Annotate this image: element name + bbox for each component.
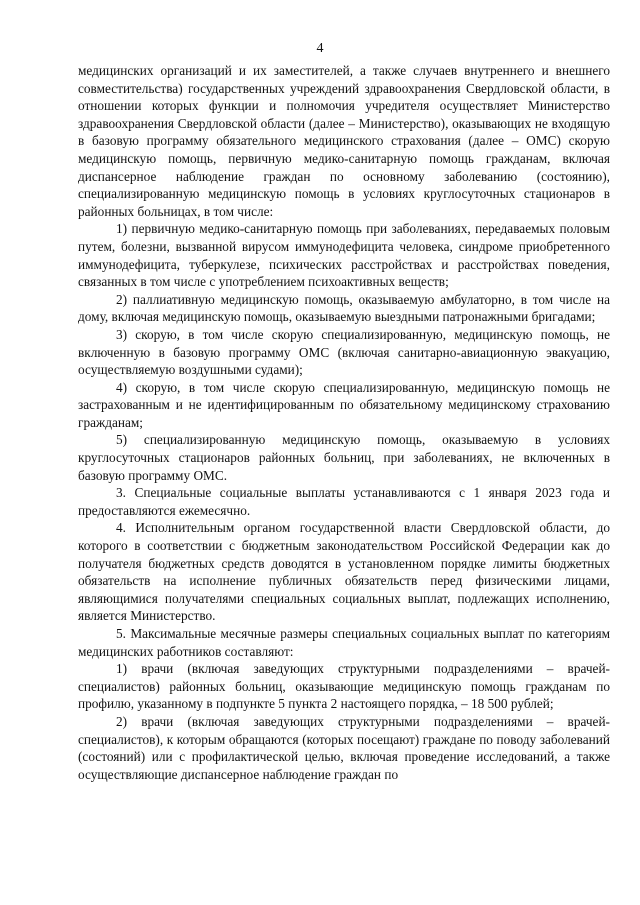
paragraph-clause-4: 4. Исполнительным органом государственной власти Свердловской области, до которого в соответствии с бюджетным законодательством Российской Федерации как до получателя бюджетных средств доводятся в установленном порядке лимиты бюджетных обязательств на исполнение публичных обязательств перед физическими лицами, являющимися получателями специальных социальных выплат, подлежащих исполнению, является Министерство. [78,520,610,624]
paragraph-subitem-1: 1) первичную медико-санитарную помощь при заболеваниях, передаваемых половым путем, болезни, вызванной вирусом иммунодефицита человека, синдроме приобретенного иммунодефицита, туберкулезе, психических расстройствах и расстройствах поведения, связанных в том числе с употреблением психоактивных веществ; [78,221,610,290]
paragraph-subitem-4: 4) скорую, в том числе скорую специализированную, медицинскую помощь не застрахованным и не идентифицированным по обязательному медицинскому страхованию гражданам; [78,379,610,430]
paragraph-intro-continuation: медицинских организаций и их заместителей, а также случаев внутреннего и внешнего совместительства) государственных учреждений здравоохранения Свердловской области, в отношении которых функции и полномочия учредителя осуществляет Министерство здравоохранения Свердловской области (далее – Министерство), оказывающих не входящую в базовую программу обязательного медицинского страхования (далее – ОМС) скорую медицинскую помощь, первичную медико-санитарную помощь гражданам, включая диспансерное наблюдение граждан по основному заболеванию (состоянию), специализированную медицинскую помощь в условиях круглосуточных стационаров в районных больницах, в том числе: [78,63,610,219]
paragraph-subitem-2: 2) паллиативную медицинскую помощь, оказываемую амбулаторно, в том числе на дому, включая медицинскую помощь, оказываемую выездными патронажными бригадами; [78,291,610,325]
document-body [78,62,610,783]
paragraph-clause-5-item-1: 1) врачи (включая заведующих структурными подразделениями – врачей-специалистов) районных больниц, оказывающие медицинскую помощь гражданам по профилю, указанному в подпункте 5 пункта 2 настоящего порядка, – 18 500 рублей; [78,661,610,712]
paragraph-clause-5-item-2: 2) врачи (включая заведующих структурными подразделениями – врачей-специалистов), к которым обращаются (которых посещают) граждане по поводу заболеваний (состояний) или с профилактической целью, включая проведение исследований, а также осуществляющие диспансерное наблюдение граждан по [78,713,610,782]
page-number: 4 [316,41,324,56]
paragraph-clause-5: 5. Максимальные месячные размеры специальных социальных выплат по категориям медицинских работников составляют: [78,626,610,659]
paragraph-clause-3: 3. Специальные социальные выплаты устанавливаются с 1 января 2023 года и предоставляются ежемесячно. [78,485,610,518]
paragraph-subitem-5: 5) специализированную медицинскую помощь, оказываемую в условиях круглосуточных стационаров районных больниц, при заболеваниях, не включенных в базовую программу ОМС. [78,432,610,483]
paragraph-subitem-3: 3) скорую, в том числе скорую специализированную, медицинскую помощь, не включенную в базовую программу ОМС (включая санитарно-авиационную эвакуацию, осуществляемую воздушными судами); [78,326,610,378]
